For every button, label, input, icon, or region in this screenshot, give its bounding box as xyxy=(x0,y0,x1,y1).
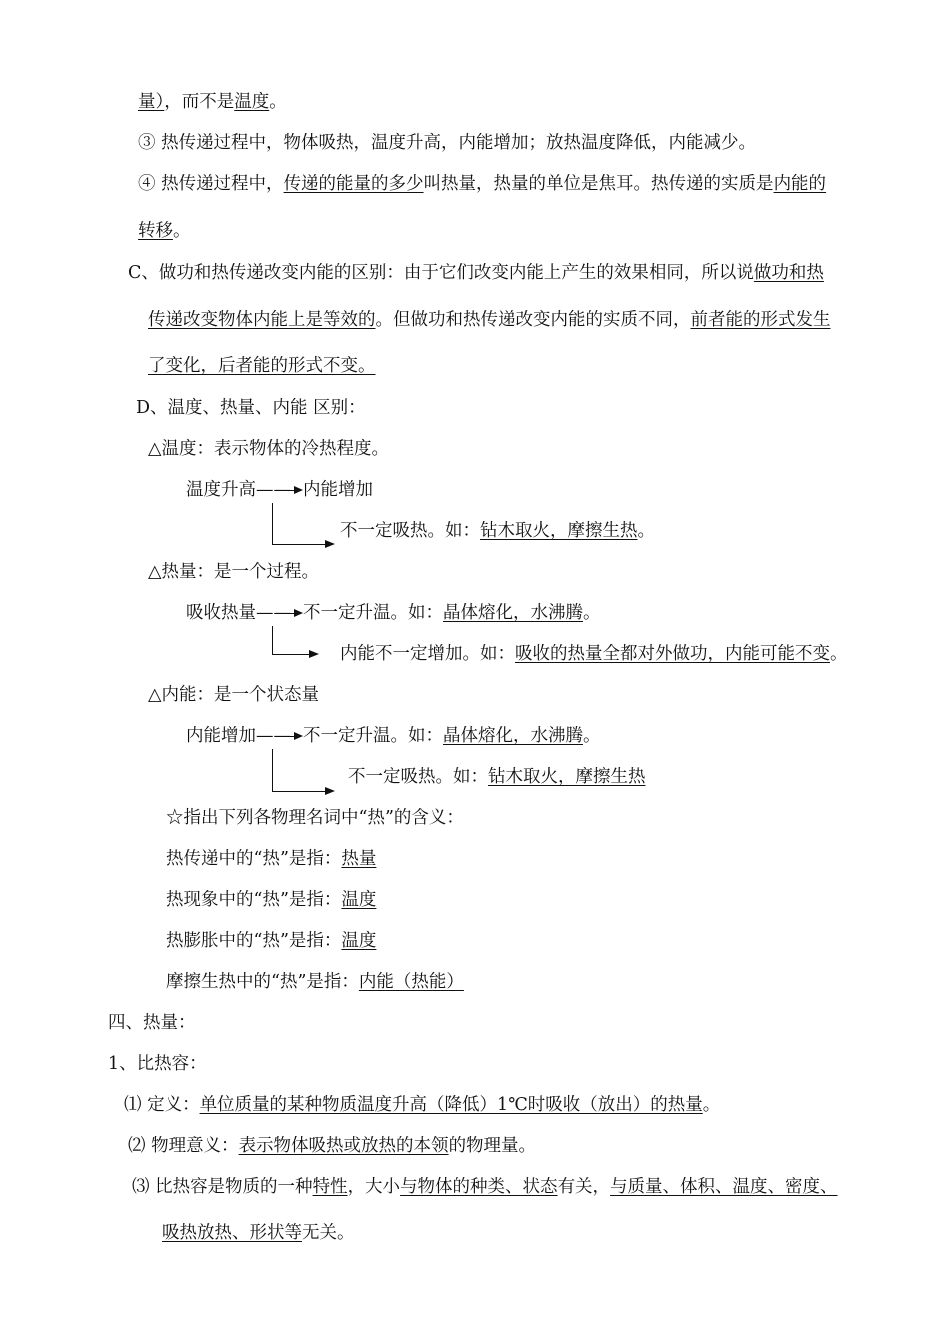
line-1: 量），而不是温度。 xyxy=(138,92,287,112)
bracket-arrow-icon xyxy=(272,544,332,545)
line-18: ☆指出下列各物理名词中“热”的含义： xyxy=(166,808,464,828)
bracket-vertical-line xyxy=(272,626,273,655)
line-21: 热膨胀中的“热”是指：温度 xyxy=(166,931,377,951)
subheading-specific-heat: 1、比热容： xyxy=(108,1054,207,1074)
line-8: D、温度、热量、内能 区别： xyxy=(136,398,366,418)
line-5: C、做功和热传递改变内能的区别：由于它们改变内能上产生的效果相同，所以说做功和热 xyxy=(128,263,824,283)
line-12: △热量：是一个过程。 xyxy=(148,562,319,582)
line-9: △温度：表示物体的冷热程度。 xyxy=(148,439,389,459)
bracket-vertical-line xyxy=(272,503,273,545)
line-6: 传递改变物体内能上是等效的。但做功和热传递改变内能的实质不同，前者能的形式发生 xyxy=(148,310,831,330)
line-3: ④ 热传递过程中，传递的能量的多少叫热量，热量的单位是焦耳。热传递的实质是内能的 xyxy=(138,174,827,194)
line-20: 热现象中的“热”是指：温度 xyxy=(166,890,377,910)
line-26: ⑵ 物理意义：表示物体吸热或放热的本领的物理量。 xyxy=(128,1136,537,1156)
line-25: ⑴ 定义：单位质量的某种物质温度升高（降低）1℃时吸收（放出）的热量。 xyxy=(124,1095,721,1115)
line-19: 热传递中的“热”是指：热量 xyxy=(166,849,377,869)
bracket-vertical-line xyxy=(272,749,273,792)
line-4: 转移。 xyxy=(138,221,191,241)
bracket-arrow-icon xyxy=(272,654,316,655)
line-13: 吸收热量—— 不一定升温。如：晶体熔化，水沸腾。 xyxy=(186,603,601,623)
line-22: 摩擦生热中的“热”是指：内能（热能） xyxy=(166,972,464,992)
line-10: 温度升高—— 内能增加 xyxy=(186,480,373,500)
line-2: ③ 热传递过程中，物体吸热，温度升高，内能增加；放热温度降低，内能减少。 xyxy=(138,133,757,153)
line-14: 内能不一定增加。如：吸收的热量全都对外做功，内能可能不变。 xyxy=(340,644,848,664)
line-15: △内能：是一个状态量 xyxy=(148,685,319,705)
line-11: 不一定吸热。如：钻木取火，摩擦生热。 xyxy=(340,521,655,541)
section-heading-heat: 四、热量： xyxy=(108,1013,196,1033)
line-7: 了变化，后者能的形式不变。 xyxy=(148,356,376,376)
line-27: ⑶ 比热容是物质的一种特性，大小与物体的种类、状态有关，与质量、体积、温度、密度、 xyxy=(132,1177,838,1197)
line-17: 不一定吸热。如：钻木取火，摩擦生热 xyxy=(348,767,646,787)
line-28: 吸热放热、形状等无关。 xyxy=(162,1223,355,1243)
line-16: 内能增加—— 不一定升温。如：晶体熔化，水沸腾。 xyxy=(186,726,601,746)
bracket-arrow-icon xyxy=(272,791,332,792)
